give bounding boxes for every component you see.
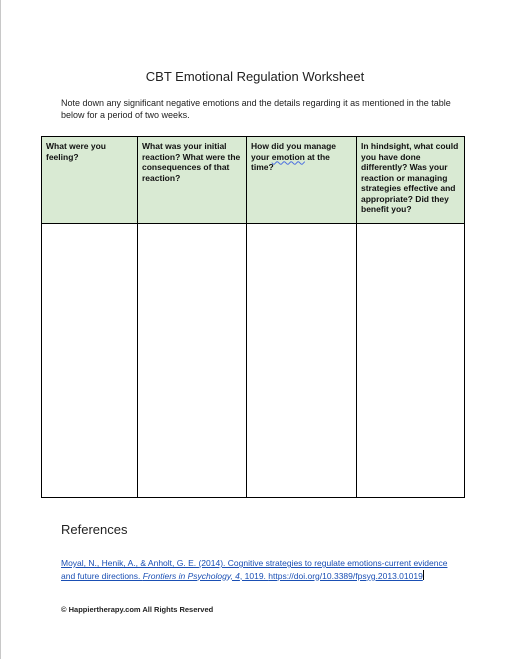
- instructions-text: Note down any significant negative emotions and the details regarding it as mentioned in the table below for a period of two weeks.: [61, 98, 451, 120]
- header-manage-emotion: [247, 137, 357, 224]
- header-manage-highlight: emotion: [271, 151, 305, 162]
- references-heading: References: [61, 522, 128, 537]
- copyright-text: © Happiertherapy.com All Rights Reserved: [61, 605, 214, 614]
- header-manage-before: How did you manage your: [251, 141, 337, 162]
- page-left-edge: [0, 0, 1, 659]
- citation-doi-link[interactable]: https://doi.org/10.3389/fpsyg.2013.01019: [268, 570, 423, 581]
- text-cursor: [423, 570, 424, 580]
- worksheet-table: [41, 136, 465, 498]
- cell-initial-reaction[interactable]: [138, 224, 247, 498]
- citation-pages[interactable]: , 1019.: [239, 570, 269, 581]
- header-feeling: What were you feeling?: [42, 137, 138, 224]
- header-manage-after: at the time?: [251, 151, 330, 172]
- table-header-row: [42, 137, 465, 224]
- header-hindsight: In hindsight, what could you have done differently? Was your reaction or managing strategies effective and appropriate? Did they benefit you?: [357, 137, 465, 224]
- citation-journal[interactable]: Frontiers in Psychology, 4: [142, 570, 240, 581]
- cell-feeling[interactable]: [42, 224, 138, 498]
- cell-manage-emotion[interactable]: [247, 224, 357, 498]
- header-initial-reaction: What was your initial reaction? What were the consequences of that reaction?: [138, 137, 247, 224]
- cell-hindsight[interactable]: [357, 224, 465, 498]
- worksheet-title: CBT Emotional Regulation Worksheet: [145, 69, 365, 84]
- table-row: [42, 224, 465, 498]
- reference-citation[interactable]: [61, 558, 461, 582]
- citation-authors-title[interactable]: Moyal, N., Henik, A., & Anholt, G. E. (2014). Cognitive strategies to regulate emotions-current evidence and future directions.: [61, 558, 448, 581]
